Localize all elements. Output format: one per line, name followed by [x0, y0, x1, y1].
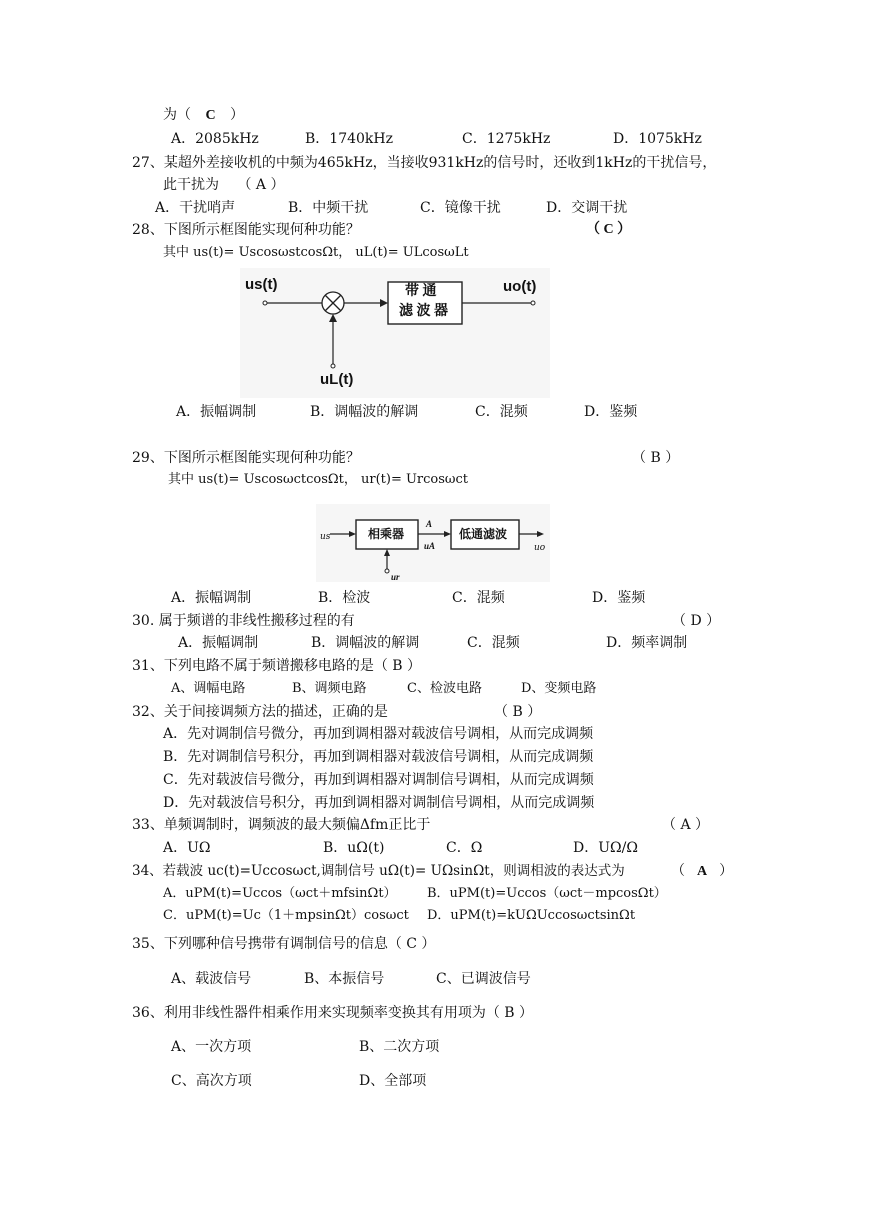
q34-option-d: D．uPM(t)=kUΩUccosωctsinΩt [427, 908, 636, 923]
q31-option-d: D、变频电路 [521, 681, 597, 696]
q33-answer: （ A ） [662, 817, 710, 833]
q36-option-d: D、全部项 [359, 1073, 427, 1089]
q30-option-d: D．频率调制 [606, 635, 688, 651]
q29-answer: （ B ） [632, 450, 680, 466]
q36-option-b: B、二次方项 [359, 1039, 440, 1055]
q29-ref-terminal [385, 569, 389, 573]
q29-ref-label: ur [391, 572, 400, 582]
q36-option-a: A、一次方项 [171, 1039, 252, 1055]
q27-option-b: B．中频干扰 [288, 200, 369, 216]
q34-option-a: A．uPM(t)=Uccos（ωct＋mfsinΩt） [163, 886, 397, 901]
q27-question-cont [163, 176, 284, 194]
q28-local-terminal [331, 364, 335, 368]
q28-filter-label-1: 带 通 [405, 284, 437, 299]
q29-output-label: uo [534, 543, 546, 553]
q28-option-d: D．鉴频 [584, 404, 638, 420]
q35-option-c: C、已调波信号 [436, 971, 531, 987]
q29-input-label: us [320, 532, 331, 542]
q26-close: ） [230, 107, 245, 123]
q26-option-a: A．2085kHz [171, 131, 259, 147]
q28-output-terminal [531, 301, 535, 305]
q30-answer: （ D ） [672, 613, 721, 629]
q27-answer: （ A ） [237, 177, 285, 193]
q30-question: 30. 属于频谱的非线性搬移过程的有 [132, 613, 355, 629]
q28-option-b: B．调幅波的解调 [310, 404, 419, 420]
q29-question: 29、下图所示框图能实现何种功能？ [132, 450, 360, 466]
q31-option-a: A、调幅电路 [171, 681, 246, 696]
q28-local-label: uL(t) [320, 371, 354, 388]
q32-question: 32、关于间接调频方法的描述，正确的是 [132, 704, 388, 720]
q26-tail: 为（ [163, 107, 191, 123]
q36-question: 36、利用非线性器件相乘作用来实现频率变换其有用项为（ B ） [132, 1005, 534, 1021]
q29-option-b: B．检波 [318, 590, 371, 606]
q26-answer: C [205, 108, 216, 123]
q34-question: 34、若载波 uc(t)=Uccosωct,调制信号 uΩ(t)= UΩsinΩt，则调相波的表达式为 [132, 863, 625, 879]
q28-filter-label-2: 滤 波 器 [399, 304, 448, 319]
q29-node-label: A [426, 519, 433, 529]
q29-block-diagram [316, 504, 550, 582]
q32-option-b: B．先对调制信号积分，再加到调相器对载波信号调相，从而完成调频 [163, 749, 594, 765]
q28-block-diagram [240, 268, 550, 398]
q33-option-a: A．UΩ [163, 840, 211, 856]
q27-question: 27、某超外差接收机的中频为465kHz，当接收931kHz的信号时，还收到1kHz的干扰信号， [132, 155, 717, 171]
q34-answer: A [697, 864, 708, 879]
q28-given: 其中 us(t)= UscosωstcosΩt， uL(t)= ULcosωLt [163, 245, 469, 260]
q32-answer: （ B ） [494, 704, 542, 720]
q26-option-c: C．1275kHz [462, 131, 551, 147]
q32-option-d: D．先对载波信号积分，再加到调相器对调制信号调相，从而完成调频 [163, 795, 595, 811]
q34-answer-group: （ A ） [671, 863, 734, 879]
q29-mult-label: 相乘器 [368, 527, 405, 541]
q28-question: 28、下图所示框图能实现何种功能？ [132, 222, 360, 238]
q27-option-d: D．交调干扰 [546, 200, 628, 216]
q36-option-c: C、高次方项 [171, 1073, 252, 1089]
q30-option-c: C．混频 [467, 635, 520, 651]
q27-option-a: A．干扰哨声 [155, 200, 236, 216]
q33-option-d: D．UΩ/Ω [573, 840, 638, 856]
q28-input-label: us(t) [245, 276, 278, 293]
q29-option-d: D．鉴频 [592, 590, 646, 606]
q28-input-terminal [263, 301, 267, 305]
q32-option-a: A．先对调制信号微分，再加到调相器对载波信号调相，从而完成调频 [163, 726, 594, 742]
q33-question: 33、单频调制时，调频波的最大频偏Δfm正比于 [132, 817, 431, 833]
q29-given: 其中 us(t)= UscosωctcosΩt， ur(t)= Urcosωct [168, 472, 469, 487]
q30-option-a: A．振幅调制 [178, 635, 259, 651]
q26-option-d: D．1075kHz [613, 131, 702, 147]
q28-option-c: C．混频 [475, 404, 528, 420]
q26-answer-line [163, 106, 244, 125]
q32-option-c: C．先对载波信号微分，再加到调相器对调制信号调相，从而完成调频 [163, 772, 594, 788]
q31-option-c: C、检波电路 [407, 681, 482, 696]
q28-answer: （ C ） [586, 222, 632, 237]
q29-option-a: A．振幅调制 [171, 590, 252, 606]
q29-filter-label: 低通滤波 [459, 527, 508, 541]
q30-option-b: B．调幅波的解调 [311, 635, 420, 651]
q34-option-b: B．uPM(t)=Uccos（ωct－mpcosΩt） [427, 886, 667, 901]
q33-option-b: B．uΩ(t) [323, 840, 385, 856]
q31-question: 31、下列电路不属于频谱搬移电路的是（ B ） [132, 658, 422, 674]
q35-question: 35、下列哪种信号携带有调制信号的信息（ C ） [132, 936, 436, 952]
q26-option-b: B．1740kHz [305, 131, 393, 147]
q28-option-a: A．振幅调制 [176, 404, 257, 420]
q29-option-c: C．混频 [452, 590, 505, 606]
q27-option-c: C．镜像干扰 [420, 200, 501, 216]
q27-line2: 此干扰为 [163, 177, 219, 193]
q33-option-c: C．Ω [446, 840, 483, 856]
q31-option-b: B、调频电路 [292, 681, 367, 696]
q35-option-b: B、本振信号 [304, 971, 385, 987]
q35-option-a: A、载波信号 [171, 971, 252, 987]
q28-output-label: uo(t) [503, 278, 537, 295]
q29-node-sub-label: uA [424, 541, 436, 551]
q34-option-c: C．uPM(t)=Uc（1＋mpsinΩt）cosωct [163, 908, 409, 923]
